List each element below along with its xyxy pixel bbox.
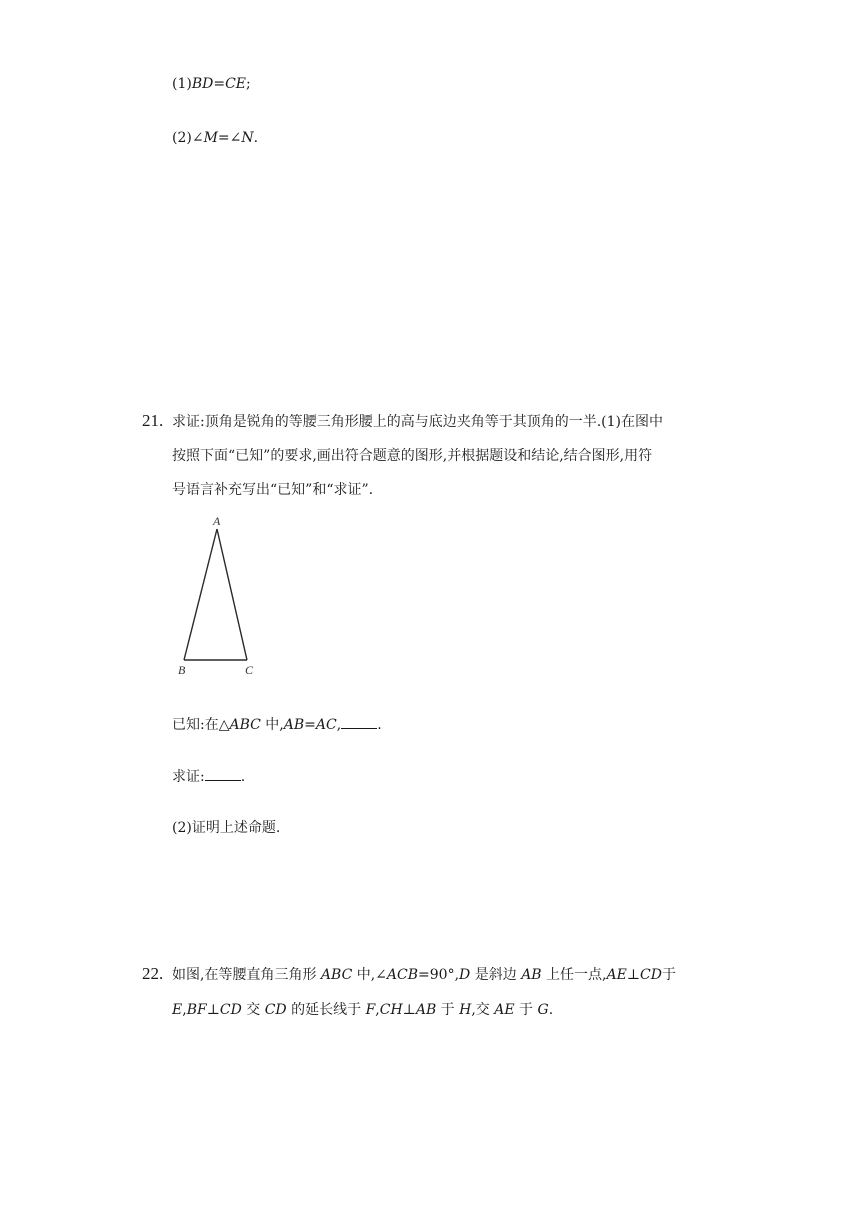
triangle-diagram	[170, 512, 270, 682]
text-fragment: 如图,在等腰直角三角形	[172, 967, 321, 983]
text-fragment: ,	[182, 1002, 187, 1018]
text-fragment: =90°,	[418, 967, 460, 983]
q21-stem-line1: 求证:顶角是锐角的等腰三角形腰上的高与底边夹角等于其顶角的一半.(1)在图中	[172, 414, 663, 430]
triangle-abc: ABC	[320, 967, 353, 983]
text-fragment: 于	[661, 967, 676, 983]
segment-cd: CD	[640, 967, 662, 983]
text-fragment: 于	[514, 1002, 538, 1018]
text-fragment: 于	[436, 1002, 460, 1018]
text-fragment: 交	[241, 1002, 265, 1018]
text-fragment: 的延长线于	[286, 1002, 366, 1018]
point-e: E	[172, 1002, 183, 1018]
angle-m: M	[203, 130, 218, 146]
text-fragment: 中,∠	[352, 967, 387, 983]
vertex-c-label: C	[245, 663, 254, 677]
q21-known	[172, 714, 382, 735]
q20-part2-prefix: (2)∠	[172, 130, 204, 146]
perpendicular-symbol: ⊥	[206, 1002, 220, 1018]
segment-ae: AE	[494, 1002, 515, 1018]
q22-stem-line2	[172, 1000, 553, 1020]
known-prefix: 已知:在△	[172, 717, 230, 733]
known-equals: =	[304, 717, 316, 733]
text-fragment: 是斜边	[470, 967, 522, 983]
known-end: .	[377, 717, 382, 733]
q21-number: 21.	[142, 411, 164, 430]
side-ab	[184, 529, 217, 660]
vertex-a-label: A	[213, 514, 221, 528]
period: .	[253, 130, 259, 146]
angle-acb: ACB	[386, 967, 419, 983]
q21-stem-line3: 号语言补充写出“已知”和“求证”.	[172, 482, 374, 498]
text-fragment: ,交	[471, 1002, 495, 1018]
segment-ae: AE	[606, 967, 627, 983]
segment-cd: CD	[264, 1002, 287, 1018]
q20-part2	[172, 128, 258, 148]
triangle-abc: ABC	[229, 717, 261, 733]
point-d: D	[459, 967, 471, 983]
segment-ab: AB	[521, 967, 542, 983]
segment-ch: CH	[379, 1002, 403, 1018]
text-fragment: .	[548, 1002, 554, 1018]
angle-equals: =∠	[217, 130, 242, 146]
q22-number: 22.	[142, 964, 164, 983]
vertex-b-label: B	[178, 663, 186, 677]
perpendicular-symbol: ⊥	[626, 967, 641, 983]
segment-bf: BF	[186, 1002, 207, 1018]
prove-blank[interactable]	[205, 766, 241, 781]
point-h: H	[459, 1002, 472, 1018]
point-f: F	[365, 1002, 376, 1018]
segment-bd: BD	[191, 76, 214, 92]
text-fragment: 上任一点,	[541, 967, 607, 983]
prove-prefix: 求证:	[172, 769, 205, 785]
q21-prove	[172, 766, 245, 787]
known-comma: ,	[336, 717, 342, 733]
side-ac	[217, 529, 247, 660]
q20-part1-prefix: (1)	[172, 76, 192, 92]
segment-ab: AB	[283, 717, 305, 733]
q20-part1	[172, 74, 251, 94]
semicolon: ;	[246, 76, 251, 92]
known-blank[interactable]	[341, 714, 377, 729]
prove-end: .	[240, 769, 246, 785]
equals-sign: =	[213, 76, 226, 92]
text-fragment: ,	[375, 1002, 380, 1018]
segment-ce: CE	[225, 76, 247, 92]
point-g: G	[537, 1002, 549, 1018]
angle-n: N	[241, 130, 254, 146]
segment-ab: AB	[415, 1002, 437, 1018]
q21-part2: (2)证明上述命题.	[172, 820, 281, 836]
perpendicular-symbol: ⊥	[402, 1002, 416, 1018]
isosceles-triangle-figure	[170, 512, 270, 686]
q21-stem-line2: 按照下面“已知”的要求,画出符合题意的图形,并根据题设和结论,结合图形,用符	[172, 448, 653, 464]
segment-ac: AC	[315, 717, 337, 733]
segment-cd: CD	[219, 1002, 242, 1018]
q22-stem-line1	[172, 965, 676, 985]
known-middle: 中,	[260, 717, 284, 733]
